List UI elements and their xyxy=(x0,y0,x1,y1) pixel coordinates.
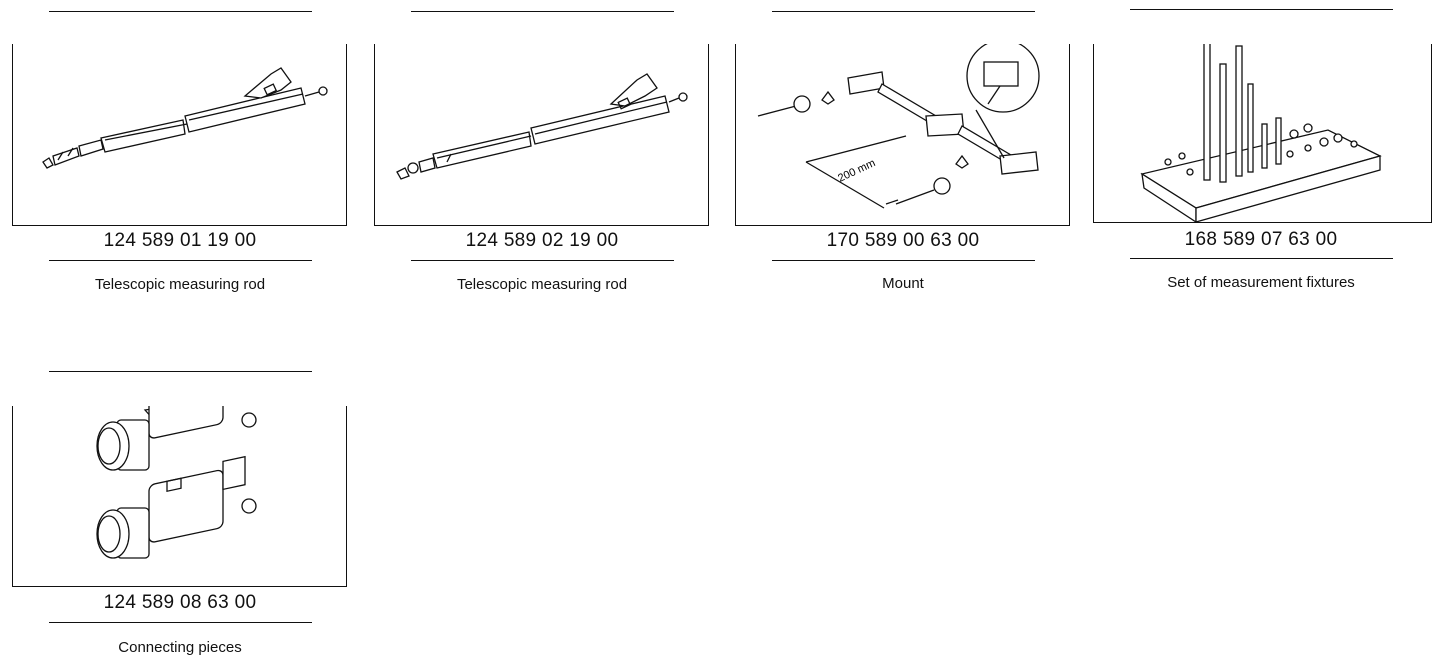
separator-rule xyxy=(49,260,312,261)
fixture-set-icon xyxy=(1094,44,1431,222)
telescopic-rod-icon xyxy=(13,44,346,225)
separator-rule xyxy=(772,260,1035,261)
top-rule xyxy=(49,371,312,372)
mount-icon xyxy=(736,44,1069,225)
tool-caption: Telescopic measuring rod xyxy=(94,276,266,293)
tool-caption: Connecting pieces xyxy=(118,639,242,656)
illustration-frame xyxy=(735,44,1070,226)
connecting-pieces-icon xyxy=(13,406,346,586)
tool-caption: Telescopic measuring rod xyxy=(456,276,628,293)
dimension-label: 200 mm xyxy=(836,157,878,185)
top-rule xyxy=(772,11,1035,12)
part-number: 124 589 01 19 00 xyxy=(103,230,257,251)
separator-rule xyxy=(1130,258,1393,259)
part-number: 124 589 02 19 00 xyxy=(465,230,619,251)
tool-caption: Mount xyxy=(882,275,924,292)
illustration-frame xyxy=(12,406,347,587)
illustration-frame xyxy=(374,44,709,226)
separator-rule xyxy=(49,622,312,623)
illustration-frame xyxy=(12,44,347,226)
top-rule xyxy=(411,11,674,12)
separator-rule xyxy=(411,260,674,261)
part-number: 168 589 07 63 00 xyxy=(1184,229,1338,250)
part-number: 124 589 08 63 00 xyxy=(103,592,257,613)
illustration-frame xyxy=(1093,44,1432,223)
part-number: 170 589 00 63 00 xyxy=(826,230,980,251)
top-rule xyxy=(49,11,312,12)
telescopic-rod-icon xyxy=(375,44,708,225)
tool-caption: Set of measurement fixtures xyxy=(1167,274,1355,291)
top-rule xyxy=(1130,9,1393,10)
